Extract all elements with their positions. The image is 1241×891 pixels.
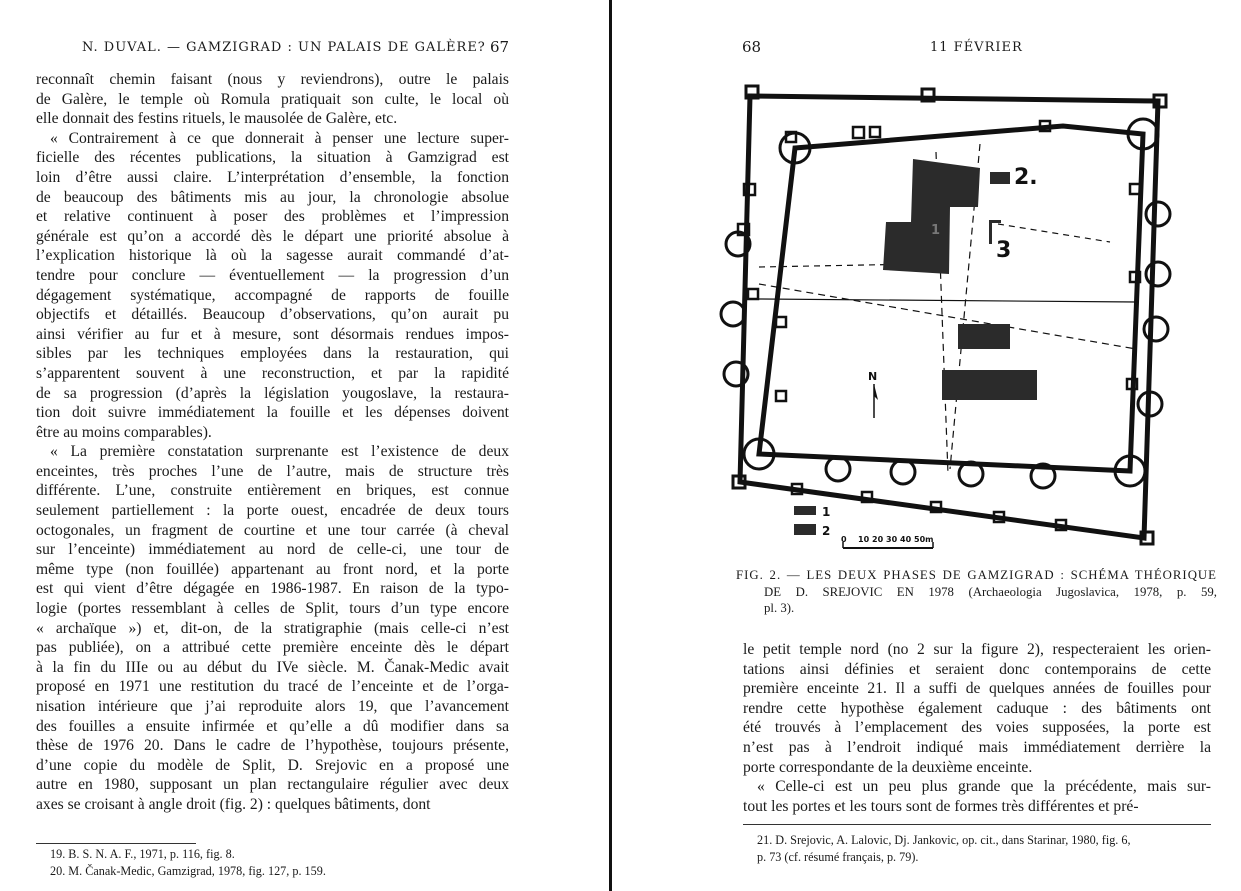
text-line: différente. L’une, construite entièrement en briques, est connue xyxy=(36,482,509,500)
text-line: et relative continuent à poser des problèmes et l’impression xyxy=(36,208,509,226)
figure-label-1: 1 xyxy=(931,223,941,238)
text-line: n’est pas à l’endroit indiqué mais immédiatement derrière la xyxy=(743,738,1211,756)
left-page xyxy=(0,0,610,891)
building-3-top xyxy=(989,220,1001,223)
caption-line: DE D. SREJOVIC EN 1978 (Archaeologia Jugoslavica, 1978, p. 59, xyxy=(764,584,1217,599)
text-line: axes se croisant à angle droit (fig. 2) : quelques bâtiments, dont xyxy=(36,795,431,813)
caption-line: pl. 3). xyxy=(764,601,795,615)
scale-tick-label: 40 xyxy=(900,535,912,544)
text-line: logie (portes ressemblant à celles de Split, tours d’un type encore xyxy=(36,600,509,618)
text-line: « Contrairement à ce que donnerait à penser une lecture super- xyxy=(50,129,509,147)
scale-tick-label: 50m xyxy=(914,535,934,544)
text-line: générale est qu’on a accordé dès le départ une priorité absolue à xyxy=(36,227,509,245)
building-south xyxy=(942,370,1037,400)
text-line: « La première constatation surprenante est l’existence de deux xyxy=(50,443,509,461)
svg-text:N: N xyxy=(868,370,878,383)
figure-label-3: 3 xyxy=(996,238,1012,263)
text-line: elle donnait des festins rituels, le mausolée de Galère, etc. xyxy=(36,110,398,128)
text-line: première enceinte 21. Il a suffi de quelques années de fouilles pour xyxy=(743,680,1211,698)
text-line: pas publiée), on a attribué cette première enceinte dès le départ xyxy=(36,639,509,657)
scale-tick-label: 0 xyxy=(841,535,847,544)
text-line: d’une copie du modèle de Split, D. Srejovic en a proposé une xyxy=(36,756,509,774)
tower xyxy=(1144,317,1168,341)
text-line: de sa progression (d’après la législation yougoslave, la restaura- xyxy=(36,384,509,402)
page-number-right: 68 xyxy=(742,38,762,56)
building-2-temple xyxy=(990,172,1010,184)
caption-line: FIG. 2. — LES DEUX PHASES DE GAMZIGRAD : SCHÉMA THÉORIQUE xyxy=(736,568,1217,582)
tower xyxy=(826,457,850,481)
tower xyxy=(1146,202,1170,226)
text-line: reconnaît chemin faisant (nous y reviendrons), outre le palais xyxy=(36,71,509,88)
text-line: octogonales, un fragment de courtine et une tour carrée (à cheval xyxy=(36,521,509,539)
text-line: enceintes, très proches l’une de l’autre, mais de structure très xyxy=(36,462,509,480)
text-line: tendre pour conclure — éventuellement — la progression d’un xyxy=(36,266,509,284)
text-line: rendre cette hypothèse également caduque : des bâtiments ont xyxy=(743,699,1211,717)
building-central xyxy=(958,324,1010,349)
axis-diagonal xyxy=(759,284,1136,349)
legend-label-2: 2 xyxy=(822,524,831,538)
building-1-palace xyxy=(883,159,980,274)
text-line: porte correspondante de la deuxième enceinte. xyxy=(743,758,1033,776)
text-line: est qui vient d’être dégagée en 1986-1987. En raison de la typo- xyxy=(36,580,509,598)
text-line: autre en 1980, supposant un plan rectangulaire régulier avec deux xyxy=(36,776,509,794)
text-line: être au moins comparables). xyxy=(36,423,212,441)
square-tower xyxy=(853,127,864,138)
legend-swatch-2 xyxy=(794,524,816,535)
text-line: s’apparentent souvent à une reconstruction, et par la rapidité xyxy=(36,364,509,382)
square-tower xyxy=(776,391,786,401)
text-line: été trouvés à l’emplacement des voies supposées, la porte est xyxy=(743,719,1211,737)
text-line: ainsi vérifier au fur et à mesure, sont désormais rendues impos- xyxy=(36,325,509,343)
left-footnotes xyxy=(50,846,326,879)
north-arrow-icon xyxy=(868,370,878,418)
legend-swatch-1 xyxy=(794,506,816,515)
text-line: de beaucoup des bâtiments mis au jour, la chronologie absolue xyxy=(36,188,509,206)
square-tower xyxy=(748,289,758,299)
scale-tick-label: 30 xyxy=(886,535,898,544)
text-line: nisation intérieure que j’ai reproduite alors 19, que l’avancement xyxy=(36,698,509,715)
tower xyxy=(721,302,745,326)
text-line: tout les portes et les tours sont de formes très différentes et pré- xyxy=(743,797,1139,815)
text-line: ficielle des récentes publications, la situation à Gamzigrad est xyxy=(36,149,509,167)
footnote-19: 19. B. S. N. A. F., 1971, p. 116, fig. 8. xyxy=(50,847,235,861)
axis-horizontal xyxy=(759,299,1137,302)
figure-2-plan xyxy=(718,74,1224,564)
text-line: seulement partiellement : la porte ouest, encadrée de deux tours xyxy=(36,502,509,520)
footnote-rule-left xyxy=(36,843,196,844)
text-line: de Galère, le temple où Romula pratiquait son culte, le local où xyxy=(36,90,509,108)
axis-short-3 xyxy=(998,224,1110,242)
left-body-text xyxy=(36,70,509,815)
text-line: « Celle-ci est un peu plus grande que la précédente, mais sur- xyxy=(757,778,1211,796)
text-line: « archaïque ») et, dit-on, de la stratigraphie (mais celle-ci n’est xyxy=(36,619,509,637)
scale-labels xyxy=(841,535,933,544)
figure-caption xyxy=(736,567,1217,617)
text-line: dégagement systématique, accompagné de rapports de fouille xyxy=(36,286,509,304)
tower xyxy=(891,460,915,484)
text-line: à la fin du IIIe ou au début du IVe siècle. M. Čanak-Medic avait xyxy=(36,658,509,676)
scale-tick-label: 20 xyxy=(872,535,884,544)
square-tower xyxy=(776,317,786,327)
text-line: des fouilles a ensuite infirmée et qu’elle a dû modifier dans sa xyxy=(36,717,509,735)
text-line: même type (non fouillée) appartenant au front nord, et la porte xyxy=(36,560,509,578)
legend-label-1: 1 xyxy=(822,505,831,519)
building-3 xyxy=(989,220,992,244)
text-line: sur l’enceinte) immédiatement au nord de celle-ci, une tour de xyxy=(36,541,509,559)
page-number-left: 67 xyxy=(490,38,510,56)
square-tower xyxy=(870,127,880,137)
footnote-21: 21. D. Srejovic, A. Lalovic, Dj. Jankovic, op. cit., dans Starinar, 1980, fig. 6, xyxy=(757,833,1131,847)
text-line: thèse de 1976 20. Dans le cadre de l’hypothèse, toujours présente, xyxy=(36,737,509,755)
text-line: le petit temple nord (no 2 sur la figure 2), respecteraient les orien- xyxy=(743,641,1211,658)
text-line: objectifs et détaillés. Beaucoup d’observations, qu’on aurait pu xyxy=(36,306,509,324)
scale-tick-label: 10 xyxy=(858,535,870,544)
text-line: loin d’être aussi claire. L’interprétation d’ensemble, la fonction xyxy=(36,168,509,186)
figure-label-2: 2. xyxy=(1014,165,1038,190)
right-body-text xyxy=(743,640,1211,816)
footnote-rule-right xyxy=(743,824,1211,825)
right-page xyxy=(612,0,1241,891)
text-line: proposé en 1971 une restitution du tracé de l’enceinte et de l’orga- xyxy=(36,678,509,696)
text-line: l’explication historique là où la sagesse aurait commandé d’at- xyxy=(36,247,509,265)
footnote-20: 20. M. Čanak-Medic, Gamzigrad, 1978, fig. 127, p. 159. xyxy=(50,863,326,878)
text-line: tion doit suivre immédiatement la fouille et les dépenses doivent xyxy=(36,404,509,422)
footnote-21-cont: p. 73 (cf. résumé français, p. 79). xyxy=(757,849,919,864)
tower xyxy=(1146,262,1170,286)
running-header-right: 11 FÉVRIER xyxy=(930,40,1023,55)
running-header-left: N. DUVAL. — GAMZIGRAD : UN PALAIS DE GALÈRE? xyxy=(82,40,486,55)
text-line: sibles par les techniques employées dans la restauration, qui xyxy=(36,345,509,363)
right-footnotes xyxy=(757,832,1131,865)
text-line: tations ainsi définies et seraient donc contemporains de cette xyxy=(743,660,1211,678)
